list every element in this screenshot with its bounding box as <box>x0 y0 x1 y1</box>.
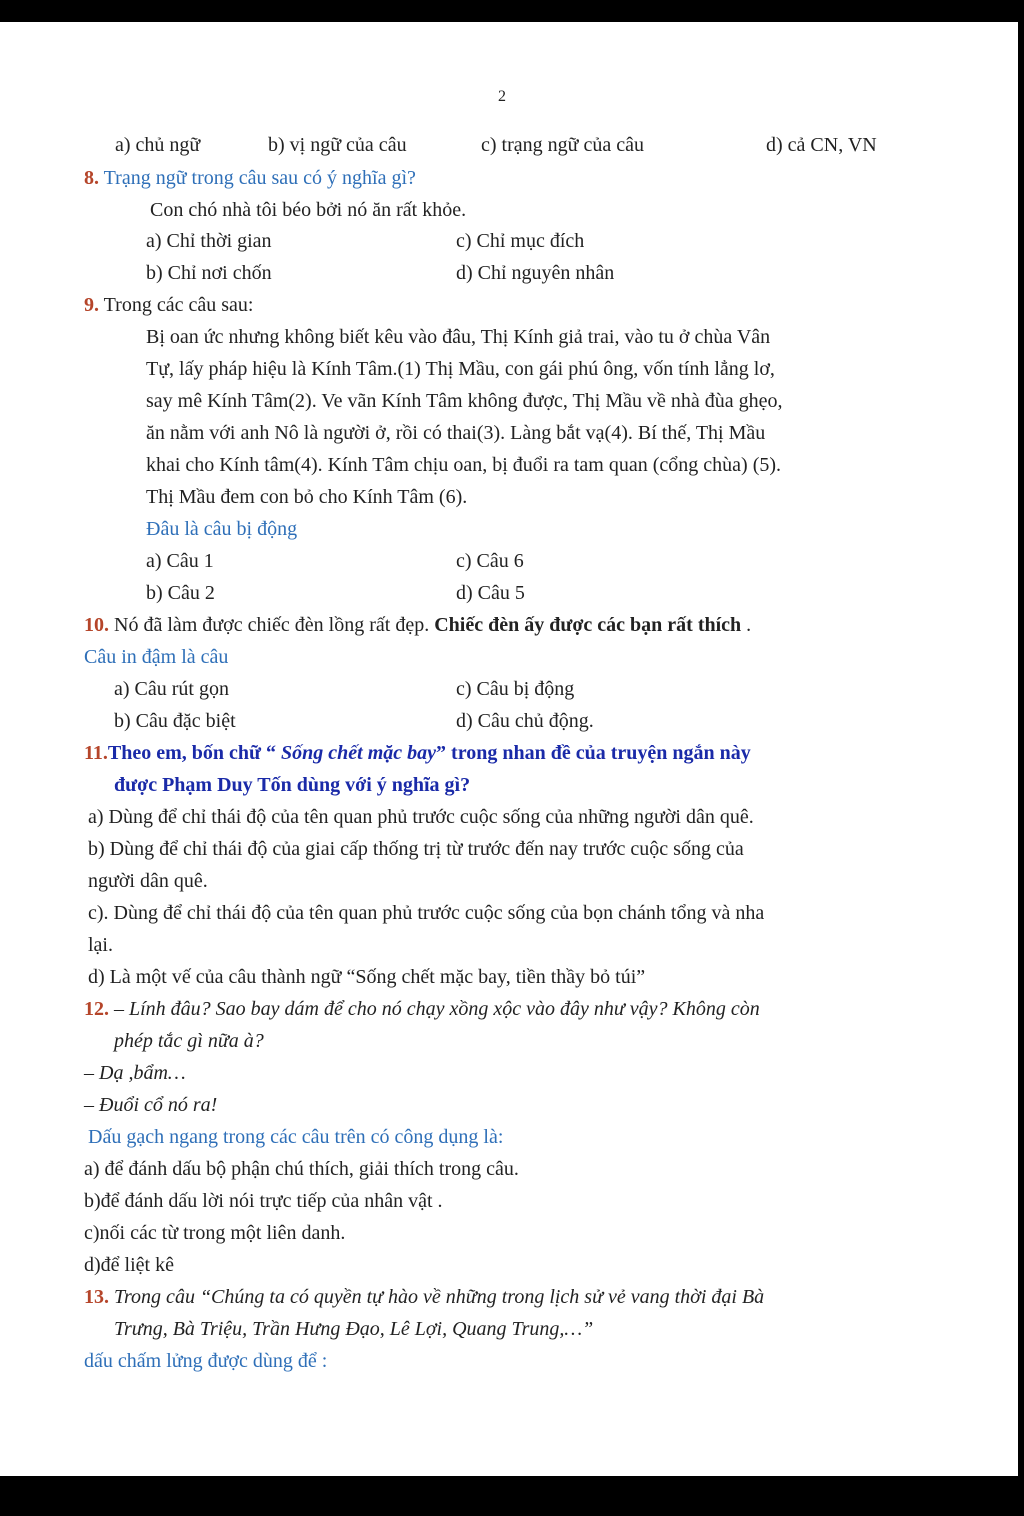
q9-passage-line: Bị oan ức nhưng không biết kêu vào đâu, Thị Kính giả trai, vào tu ở chùa Vân <box>146 326 771 348</box>
q12-number: 12. <box>84 998 109 1020</box>
q12-option-d: d)để liệt kê <box>84 1254 174 1276</box>
q13-number: 13. <box>84 1286 109 1308</box>
q11-option-c-line1: c). Dùng để chỉ thái độ của tên quan phủ trước cuộc sống của bọn chánh tổng và nha <box>88 902 765 924</box>
q10-option-a: a) Câu rút gọn <box>114 678 229 700</box>
q12-line4: – Đuổi cổ nó ra! <box>84 1094 218 1116</box>
q8-sentence: Con chó nhà tôi béo bởi nó ăn rất khỏe. <box>150 199 467 221</box>
q11-option-a: a) Dùng để chỉ thái độ của tên quan phủ trước cuộc sống của những người dân quê. <box>88 806 754 828</box>
q12-option-c: c)nối các từ trong một liên danh. <box>84 1222 346 1244</box>
q10-text: Nó đã làm được chiếc đèn lồng rất đẹp. <box>109 614 435 636</box>
q8-heading <box>84 165 416 191</box>
q13-line2: Trưng, Bà Triệu, Trần Hưng Đạo, Lê Lợi, Quang Trung,…” <box>114 1318 594 1340</box>
q12-line3: – Dạ ,bẩm… <box>84 1062 186 1084</box>
q11-question-pre: Theo em, bốn chữ “ <box>107 742 282 764</box>
q9-passage-line: khai cho Kính tâm(4). Kính Tâm chịu oan, bị đuổi ra tam quan (cổng chùa) (5). <box>146 454 782 476</box>
q9-heading <box>84 292 253 318</box>
q7-option-c: c) trạng ngữ của câu <box>481 134 644 156</box>
q12-heading <box>84 996 760 1022</box>
q11-question-line2: được Phạm Duy Tốn dùng với ý nghĩa gì? <box>114 774 471 796</box>
q11-option-b-line2: người dân quê. <box>88 870 208 892</box>
q8-option-d: d) Chỉ nguyên nhân <box>456 262 615 284</box>
q10-heading <box>84 612 751 638</box>
q8-question: Trạng ngữ trong câu sau có ý nghĩa gì? <box>103 167 416 189</box>
q11-heading <box>84 740 751 766</box>
page-number: 2 <box>498 88 506 105</box>
q13-line1: Trong câu “Chúng ta có quyền tự hào về những trong lịch sử vẻ vang thời đại Bà <box>109 1286 765 1308</box>
q12-option-b: b)để đánh dấu lời nói trực tiếp của nhân vật . <box>84 1190 443 1212</box>
q10-question: Câu in đậm là câu <box>84 646 229 668</box>
q10-option-d: d) Câu chủ động. <box>456 710 594 732</box>
q9-option-d: d) Câu 5 <box>456 582 525 604</box>
q9-intro: Trong các câu sau: <box>103 294 254 316</box>
q12-option-a: a) để đánh dấu bộ phận chú thích, giải thích trong câu. <box>84 1158 519 1180</box>
q12-line1: – Lính đâu? Sao bay dám để cho nó chạy xồng xộc vào đây như vậy? Không còn <box>109 998 760 1020</box>
q13-question: dấu chấm lửng được dùng để : <box>84 1350 328 1372</box>
q10-option-b: b) Câu đặc biệt <box>114 710 236 732</box>
q8-number: 8. <box>84 167 99 189</box>
q11-number: 11. <box>84 742 108 764</box>
q11-question-post: ” trong nhan đề của truyện ngắn này <box>436 742 751 764</box>
q9-passage-line: Thị Mầu đem con bỏ cho Kính Tâm (6). <box>146 486 468 508</box>
q9-number: 9. <box>84 294 99 316</box>
q11-option-b-line1: b) Dùng để chỉ thái độ của giai cấp thống trị từ trước đến nay trước cuộc sống của <box>88 838 744 860</box>
q9-option-a: a) Câu 1 <box>146 550 214 572</box>
q7-option-d: d) cả CN, VN <box>766 134 877 156</box>
q8-option-a: a) Chỉ thời gian <box>146 230 272 252</box>
q9-passage-line: say mê Kính Tâm(2). Ve vãn Kính Tâm không được, Thị Mầu về nhà đùa ghẹo, <box>146 390 783 412</box>
q9-passage-line: ăn nằm với anh Nô là người ở, rồi có thai(3). Làng bắt vạ(4). Bí thế, Thị Mầu <box>146 422 766 444</box>
q12-line2: phép tắc gì nữa à? <box>114 1030 264 1052</box>
document-page <box>0 22 1018 1476</box>
q10-bold-sentence: Chiếc đèn ấy được các bạn rất thích <box>434 614 742 636</box>
q9-passage-line: Tự, lấy pháp hiệu là Kính Tâm.(1) Thị Mầu, con gái phú ông, vốn tính lẳng lơ, <box>146 358 775 380</box>
q9-option-b: b) Câu 2 <box>146 582 215 604</box>
q11-option-d: d) Là một vế của câu thành ngữ “Sống chết mặc bay, tiền thầy bỏ túi” <box>88 966 646 988</box>
q8-option-c: c) Chỉ mục đích <box>456 230 585 252</box>
q11-question-italic: Sống chết mặc bay <box>281 742 437 764</box>
q11-option-c-line2: lại. <box>88 934 113 956</box>
q7-option-b: b) vị ngữ của câu <box>268 134 407 156</box>
q12-question: Dấu gạch ngang trong các câu trên có công dụng là: <box>88 1126 504 1148</box>
q10-option-c: c) Câu bị động <box>456 678 575 700</box>
q10-number: 10. <box>84 614 109 636</box>
q8-option-b: b) Chỉ nơi chốn <box>146 262 272 284</box>
q10-end: . <box>741 614 752 636</box>
q9-question: Đâu là câu bị động <box>146 518 298 540</box>
q13-heading <box>84 1284 764 1310</box>
q9-option-c: c) Câu 6 <box>456 550 524 572</box>
q7-option-a: a) chủ ngữ <box>115 134 201 156</box>
